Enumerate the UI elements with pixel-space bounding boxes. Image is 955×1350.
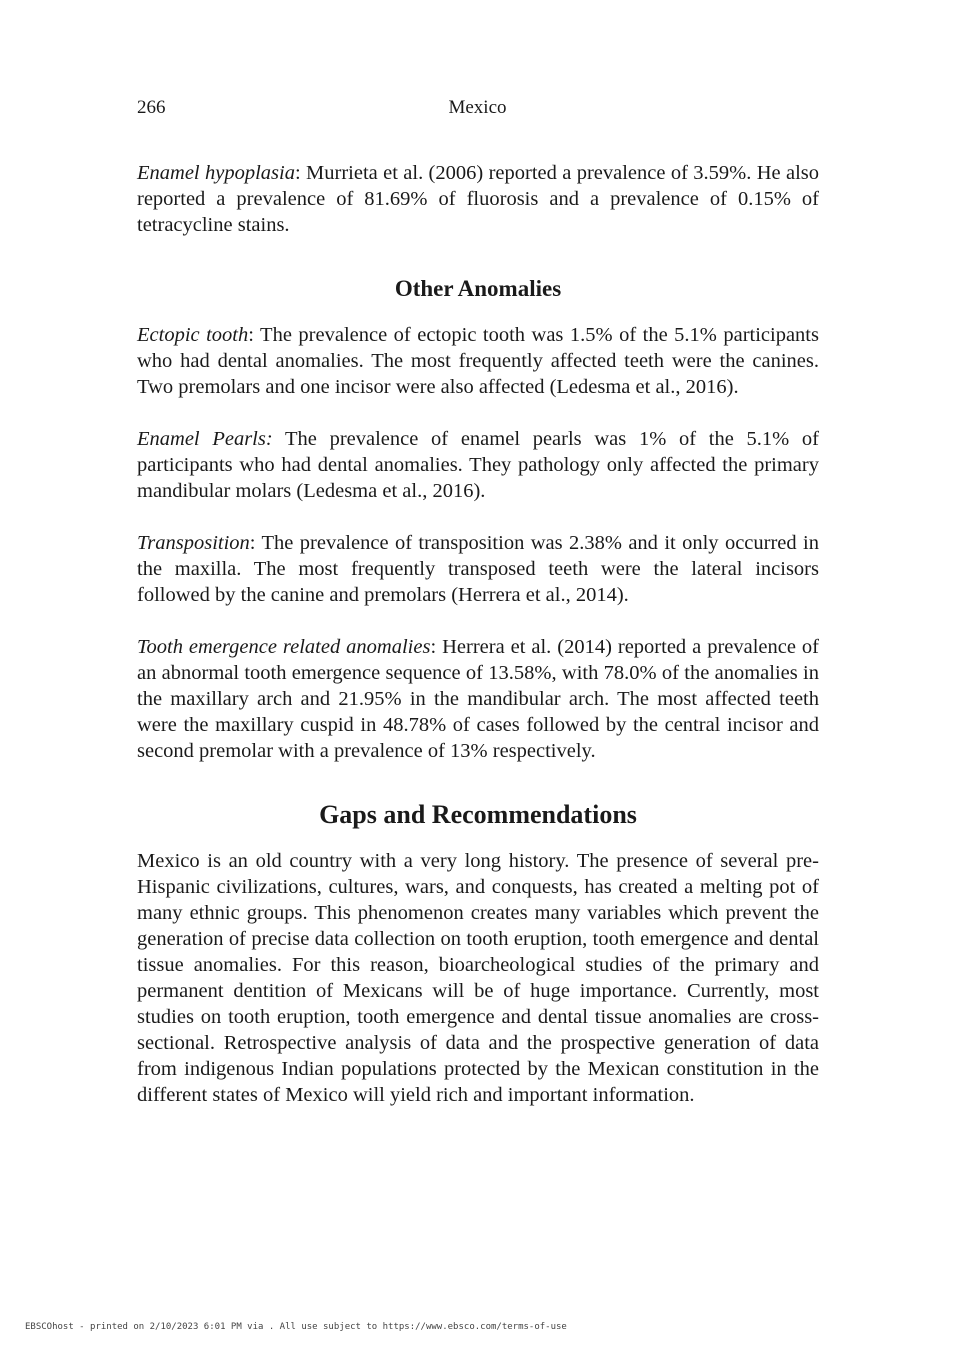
footer-print-notice: EBSCOhost - printed on 2/10/2023 6:01 PM via . All use subject to https://www.ebsco.com/terms-of-use bbox=[25, 1322, 567, 1332]
paragraph-text: : The prevalence of ectopic tooth was 1.5% of the 5.1% participants who had dental anomalies. The most frequently affected teeth were the canines. Two premolars and one incisor were also affected (Ledesma et al., 2016). bbox=[137, 324, 819, 398]
enamel-hypoplasia-paragraph bbox=[137, 160, 819, 238]
tooth-emergence-paragraph bbox=[137, 634, 819, 764]
page-body bbox=[137, 160, 819, 1108]
enamel-pearls-paragraph bbox=[137, 426, 819, 504]
paragraph-text: The prevalence of enamel pearls was 1% of the 5.1% of participants who had dental anomalies. They pathology only affected the primary mandibular molars (Ledesma et al., 2016). bbox=[137, 428, 819, 502]
other-anomalies-heading: Other Anomalies bbox=[394, 276, 562, 301]
gaps-paragraph: Mexico is an old country with a very long history. The presence of several pre-Hispanic civilizations, cultures, wars, and conquests, has created a melting pot of many ethnic groups. This phenomenon creates many variables which prevent the generation of precise data collection on tooth eruption, tooth emergence and dental tissue anomalies. For this reason, bioarcheological studies of the primary and permanent dentition of Mexicans will be of huge importance. Currently, most studies on tooth eruption, tooth emergence and dental tissue anomalies are cross-sectional. Retrospective analysis of data and the prospective generation of data from indigenous Indian populations protected by the Mexican constitution in the different states of Mexico will yield rich and important information. bbox=[137, 850, 819, 1106]
paragraph-text: : Herrera et al. (2014) reported a prevalence of an abnormal tooth emergence sequence of 13.58%, with 78.0% of the anomalies in the maxillary arch and 21.95% in the mandibular arch. The most affected teeth were the maxillary cuspid in 48.78% of cases followed by the central incisor and second premolar with a prevalence of 13% respectively. bbox=[137, 636, 819, 762]
page-number: 266 bbox=[137, 97, 166, 118]
term-label: Tooth emergence related anomalies bbox=[137, 636, 431, 658]
paragraph-text: : Murrieta et al. (2006) reported a prevalence of 3.59%. He also reported a prevalence of 81.69% of fluorosis and a prevalence of 0.15% of tetracycline stains. bbox=[137, 162, 820, 236]
gaps-recommendations-heading: Gaps and Recommendations bbox=[319, 800, 637, 829]
running-title: Mexico bbox=[448, 97, 507, 118]
transposition-paragraph bbox=[137, 530, 819, 608]
term-label: Transposition bbox=[137, 532, 250, 554]
term-label: Enamel hypoplasia bbox=[137, 162, 295, 184]
term-label: Ectopic tooth bbox=[137, 324, 249, 346]
ectopic-tooth-paragraph bbox=[137, 322, 819, 400]
term-label: Enamel Pearls: bbox=[137, 428, 273, 450]
paragraph-text: : The prevalence of transposition was 2.38% and it only occurred in the maxilla. The most frequently transposed teeth were the lateral incisors followed by the canine and premolars (Herrera et al., 2014). bbox=[137, 532, 819, 606]
